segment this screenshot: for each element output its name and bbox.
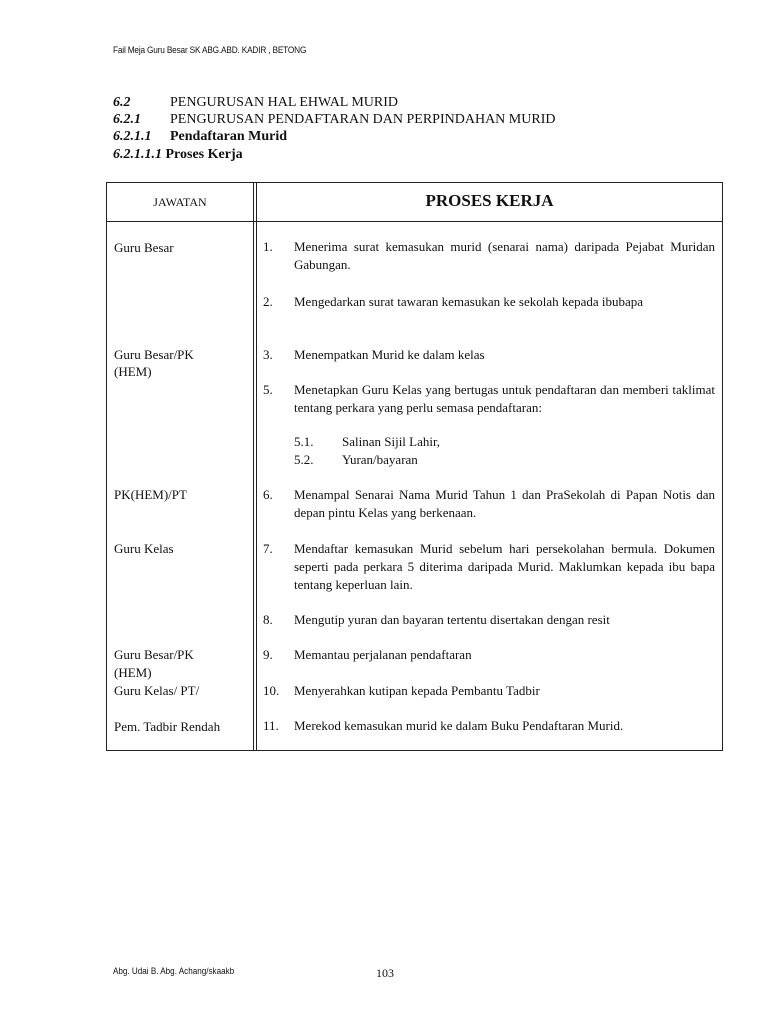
item-text: Mengedarkan surat tawaran kemasukan ke sekolah kepada ibubapa	[294, 294, 644, 309]
role-cell: Guru Besar/PK	[114, 647, 194, 662]
process-item	[263, 611, 715, 629]
role-cell: Guru Kelas/ PT/	[114, 683, 200, 698]
heading-number: 6.2.1.1.1	[113, 147, 162, 162]
item-number: 10.	[263, 683, 280, 698]
heading-text: PENGURUSAN HAL EHWAL MURID	[170, 95, 399, 110]
item-text: Mengutip yuran dan bayaran tertentu disertakan dengan resit	[294, 612, 610, 627]
item-number: 6.	[263, 487, 273, 502]
column-header-proses-kerja: PROSES KERJA	[425, 191, 554, 210]
file-header-note: Fail Meja Guru Besar SK ABG.ABD. KADIR , BETONG	[113, 45, 307, 55]
role-cell: Guru Kelas	[114, 541, 174, 556]
process-item	[263, 381, 715, 417]
column-divider	[253, 183, 254, 750]
role-cell: Guru Besar/PK	[114, 347, 194, 362]
item-number: 8.	[263, 612, 273, 627]
process-item	[263, 346, 715, 364]
heading-6-2-1	[113, 111, 555, 128]
heading-number: 6.2	[113, 95, 131, 110]
process-item	[263, 540, 715, 594]
item-number: 2.	[263, 294, 273, 309]
heading-number: 6.2.1	[113, 112, 141, 127]
item-text: Merekod kemasukan murid ke dalam Buku Pendaftaran Murid.	[294, 718, 624, 733]
item-text: Menampal Senarai Nama Murid Tahun 1 dan PraSekolah di Papan Notis dan depan pintu Kelas yang berkenaan.	[294, 487, 715, 520]
item-text: Memantau perjalanan pendaftaran	[294, 647, 472, 662]
heading-number: 6.2.1.1	[113, 129, 152, 144]
column-divider	[256, 183, 257, 750]
item-number: 1.	[263, 239, 273, 254]
item-text: Menyerahkan kutipan kepada Pembantu Tadbir	[294, 683, 540, 698]
heading-6-2	[113, 94, 398, 111]
role-cell: PK(HEM)/PT	[114, 487, 187, 502]
sub-item-text: Yuran/bayaran	[342, 452, 418, 467]
sub-item-text: Salinan Sijil Lahir,	[342, 434, 441, 449]
item-number: 3.	[263, 347, 273, 362]
column-header-jawatan: JAWATAN	[153, 195, 207, 209]
role-cell: Pem. Tadbir Rendah	[114, 719, 221, 734]
item-number: 11.	[263, 718, 279, 733]
process-item	[263, 646, 715, 664]
item-number: 7.	[263, 541, 273, 556]
process-item	[263, 682, 715, 700]
footer-author: Abg. Udai B. Abg. Achang/skaakb	[113, 966, 235, 976]
sub-item-number: 5.2.	[294, 452, 314, 467]
process-item	[263, 238, 715, 274]
role-cell: (HEM)	[114, 665, 152, 680]
header-rule	[107, 221, 722, 222]
item-text: Menetapkan Guru Kelas yang bertugas untuk pendaftaran dan memberi taklimat tentang perkara yang perlu semasa pendaftaran:	[294, 382, 715, 415]
sub-item	[294, 451, 418, 468]
sub-item-number: 5.1.	[294, 434, 314, 449]
item-text: Menerima surat kemasukan murid (senarai nama) daripada Pejabat Muridan Gabungan.	[294, 239, 715, 272]
role-cell: Guru Besar	[114, 240, 174, 255]
process-item	[263, 293, 715, 311]
page-number: 103	[376, 966, 394, 980]
item-text: Mendaftar kemasukan Murid sebelum hari persekolahan bermula. Dokumen seperti pada perkara 5 diterima daripada Murid. Maklumkan kepada ibu bapa tentang keperluan lain.	[294, 541, 715, 592]
heading-6-2-1-1	[113, 128, 287, 145]
heading-text: Proses Kerja	[165, 147, 243, 162]
sub-item	[294, 433, 440, 450]
role-cell: (HEM)	[114, 364, 152, 379]
item-text: Menempatkan Murid ke dalam kelas	[294, 347, 485, 362]
item-number: 9.	[263, 647, 273, 662]
item-number: 5.	[263, 382, 273, 397]
heading-text: Pendaftaran Murid	[170, 129, 288, 144]
heading-text: PENGURUSAN PENDAFTARAN DAN PERPINDAHAN MURID	[170, 112, 556, 127]
heading-6-2-1-1-1	[113, 146, 243, 163]
process-item	[263, 486, 715, 522]
process-item	[263, 717, 715, 735]
